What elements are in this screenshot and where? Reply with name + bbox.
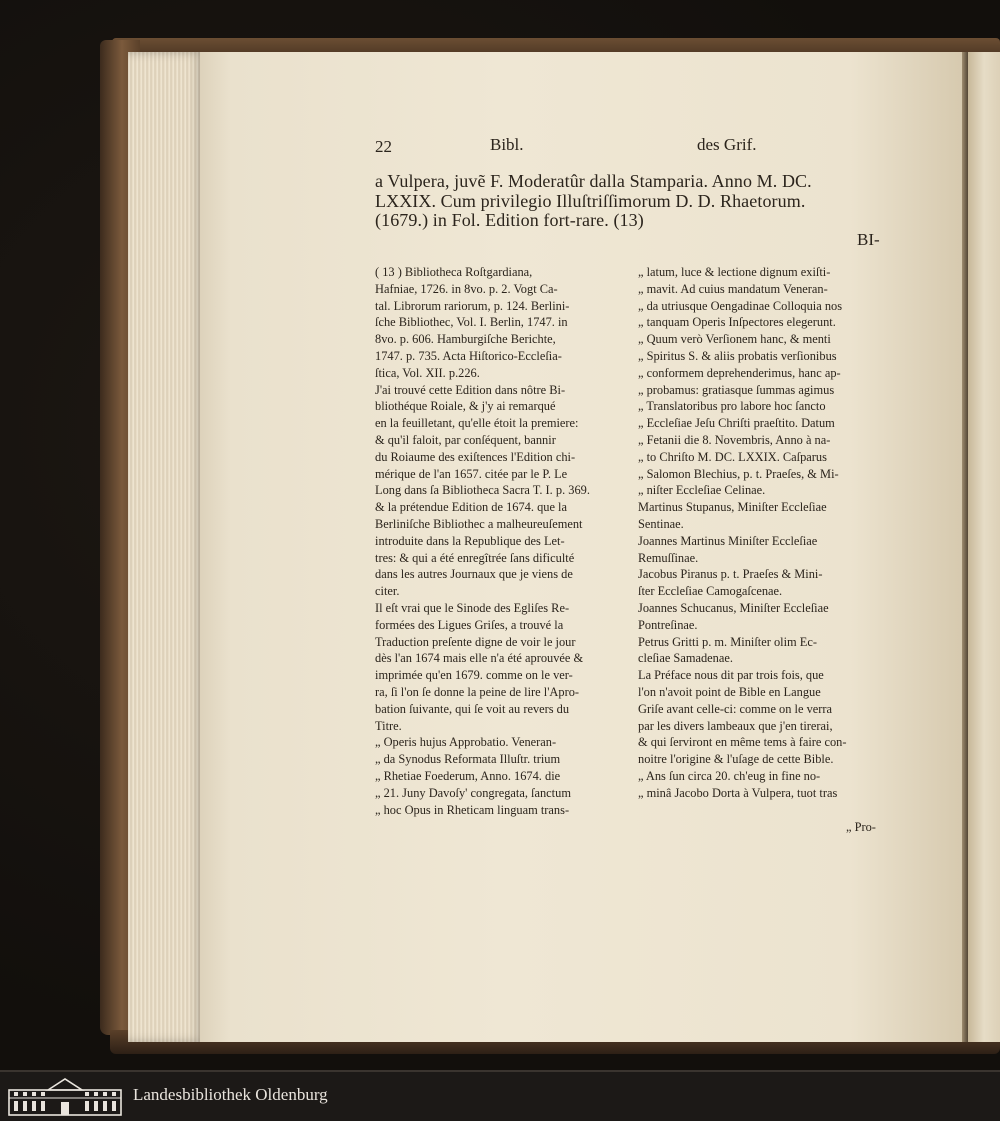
text-line: formées des Ligues Griſes, a trouvé la: [375, 617, 564, 632]
text-line: „ Translatoribus pro labore hoc ſancto: [638, 399, 826, 414]
text-line: Joannes Schucanus, Miniſter Eccleſiae: [638, 601, 829, 615]
text-line: Griſe avant celle-ci: comme on le verra: [638, 701, 833, 716]
text-line: Titre.: [375, 718, 402, 733]
library-building-icon: [8, 1076, 122, 1116]
text-line: „ mavit. Ad cuius mandatum Veneran-: [638, 281, 828, 296]
library-name: Landesbibliothek Oldenburg: [133, 1085, 328, 1104]
text-line: Remuſſinae.: [638, 550, 699, 565]
text-line: Sentinae.: [638, 517, 684, 531]
text-line: ſter Eccleſiae Camogaſcenae.: [638, 584, 783, 599]
text-line: „ Fetanii die 8. Novembris, Anno à na-: [638, 433, 831, 447]
text-line: „ da utriusque Oengadinae Colloquia nos: [638, 298, 843, 313]
text-line: imprimée qu'en 1679. comme on le ver-: [375, 668, 573, 683]
text-line: Berliniſche Bibliothec a malheureuſement: [375, 517, 583, 531]
text-line: 8vo. p. 606. Hamburgiſche Berichte,: [375, 332, 556, 347]
text-line: cleſiae Samadenae.: [638, 651, 733, 666]
text-line: „ Quum verò Verſionem hanc, & menti: [638, 332, 831, 347]
text-line: La Préface nous dit par trois fois, que: [638, 668, 824, 683]
text-line: Traduction preſente digne de voir le jour: [375, 634, 576, 649]
text-line: dès l'an 1674 mais elle n'a été aprouvée &: [375, 651, 584, 666]
text-line: ( 13 ) Bibliotheca Roſtgardiana,: [375, 265, 533, 279]
text-line: „ 21. Juny Davoſy' congregata, ſanctum: [375, 785, 571, 800]
text-line: ſche Bibliothec, Vol. I. Berlin, 1747. in: [375, 315, 568, 330]
text-line: bation ſuivante, qui ſe voit au revers du: [375, 701, 570, 716]
footer-divider: [0, 1070, 1000, 1072]
text-line: ſtica, Vol. XII. p.226.: [375, 365, 480, 380]
text-line: Joannes Martinus Miniſter Eccleſiae: [638, 533, 818, 548]
text-line: & qui ſerviront en même tems à faire con-: [638, 735, 847, 750]
page-edges: [128, 52, 204, 1042]
text-line: l'on n'avoit point de Bible en Langue: [638, 685, 821, 699]
running-head-right: des Grif.: [697, 135, 757, 154]
title-line-3: (1679.) in Fol. Edition fort-rare. (13): [375, 210, 644, 230]
text-line: mérique de l'an 1657. citée par le P. Le: [375, 466, 568, 481]
title-line-2: LXXIX. Cum privilegio Illuſtriſſimorum D. D. Rhaetorum.: [375, 191, 806, 211]
catchword-top: BI-: [857, 230, 880, 249]
text-line: „ Operis hujus Approbatio. Veneran-: [375, 735, 557, 750]
text-line: „ Rhetiae Foederum, Anno. 1674. die: [375, 769, 561, 783]
text-line: „ niſter Eccleſiae Celinae.: [638, 483, 766, 498]
text-line: tres: & qui a été enregîtrée ſans dificulté: [375, 550, 575, 565]
text-line: „ to Chriſto M. DC. LXXIX. Caſparus: [638, 449, 827, 464]
text-line: Petrus Gritti p. m. Miniſter olim Ec-: [638, 634, 817, 649]
text-line: Long dans ſa Bibliotheca Sacra T. I. p. 369.: [375, 483, 590, 498]
next-page-edge: [968, 52, 1000, 1042]
text-line: 1747. p. 735. Acta Hiſtorico-Eccleſia-: [375, 349, 562, 363]
text-line: Martinus Stupanus, Miniſter Eccleſiae: [638, 500, 827, 515]
text-line: Hafniae, 1726. in 8vo. p. 2. Vogt Ca-: [375, 281, 558, 296]
page-number: 22: [375, 137, 392, 156]
text-line: „ hoc Opus in Rheticam linguam trans-: [375, 802, 570, 817]
text-line: du Roiaume des exiſtences l'Edition chi-: [375, 449, 576, 464]
text-line: „ da Synodus Reformata Illuſtr. trium: [375, 752, 561, 767]
text-line: & la prétendue Edition de 1674. que la: [375, 500, 568, 515]
text-line: Pontreſinae.: [638, 617, 698, 632]
text-line: „ tanquam Operis Inſpectores elegerunt.: [638, 315, 836, 330]
text-line: dans les autres Journaux que je viens de: [375, 567, 573, 582]
text-line: bliothéque Roiale, & j'y ai remarqué: [375, 399, 556, 414]
text-line: „ Ans ſun circa 20. ch'eug in fine no-: [638, 769, 821, 783]
text-line: par les divers lambeaux que j'en tirerai,: [638, 718, 833, 733]
text-line: tal. Librorum rariorum, p. 124. Berlini-: [375, 298, 570, 313]
text-line: „ minâ Jacobo Dorta à Vulpera, tuot tras: [638, 785, 838, 800]
text-line: & qu'il faloit, par conſéquent, bannir: [375, 433, 556, 447]
text-line: „ Spiritus S. & aliis probatis verſionibus: [638, 349, 837, 363]
text-line: citer.: [375, 584, 400, 599]
running-head-left: Bibl.: [490, 135, 524, 154]
title-line-1: a Vulpera, juvẽ F. Moderatûr dalla Stamparia. Anno M. DC.: [375, 171, 812, 191]
text-line: en la feuilletant, qu'elle étoit la premiere:: [375, 416, 579, 431]
text-line: „ Salomon Blechius, p. t. Praeſes, & Mi-: [638, 466, 839, 481]
text-line: noitre l'origine & l'uſage de cette Bible.: [638, 752, 834, 767]
text-line: „ probamus: gratiasque ſummas agimus: [638, 382, 835, 397]
catchword-bottom: „ Pro-: [846, 820, 876, 834]
text-line: „ Eccleſiae Jeſu Chriſti praeſtito. Datum: [638, 416, 835, 431]
text-line: J'ai trouvé cette Edition dans nôtre Bi-: [375, 382, 566, 397]
text-line: introduite dans la Republique des Let-: [375, 533, 565, 548]
text-line: Il eſt vrai que le Sinode des Egliſes Re-: [375, 601, 570, 615]
text-line: ra, ſi l'on ſe donne la peine de lire l'Apro-: [375, 685, 580, 699]
text-line: „ latum, luce & lectione dignum exiſti-: [638, 265, 831, 279]
text-line: Jacobus Piranus p. t. Praeſes & Mini-: [638, 567, 823, 582]
text-line: „ conformem deprehenderimus, hanc ap-: [638, 365, 841, 380]
